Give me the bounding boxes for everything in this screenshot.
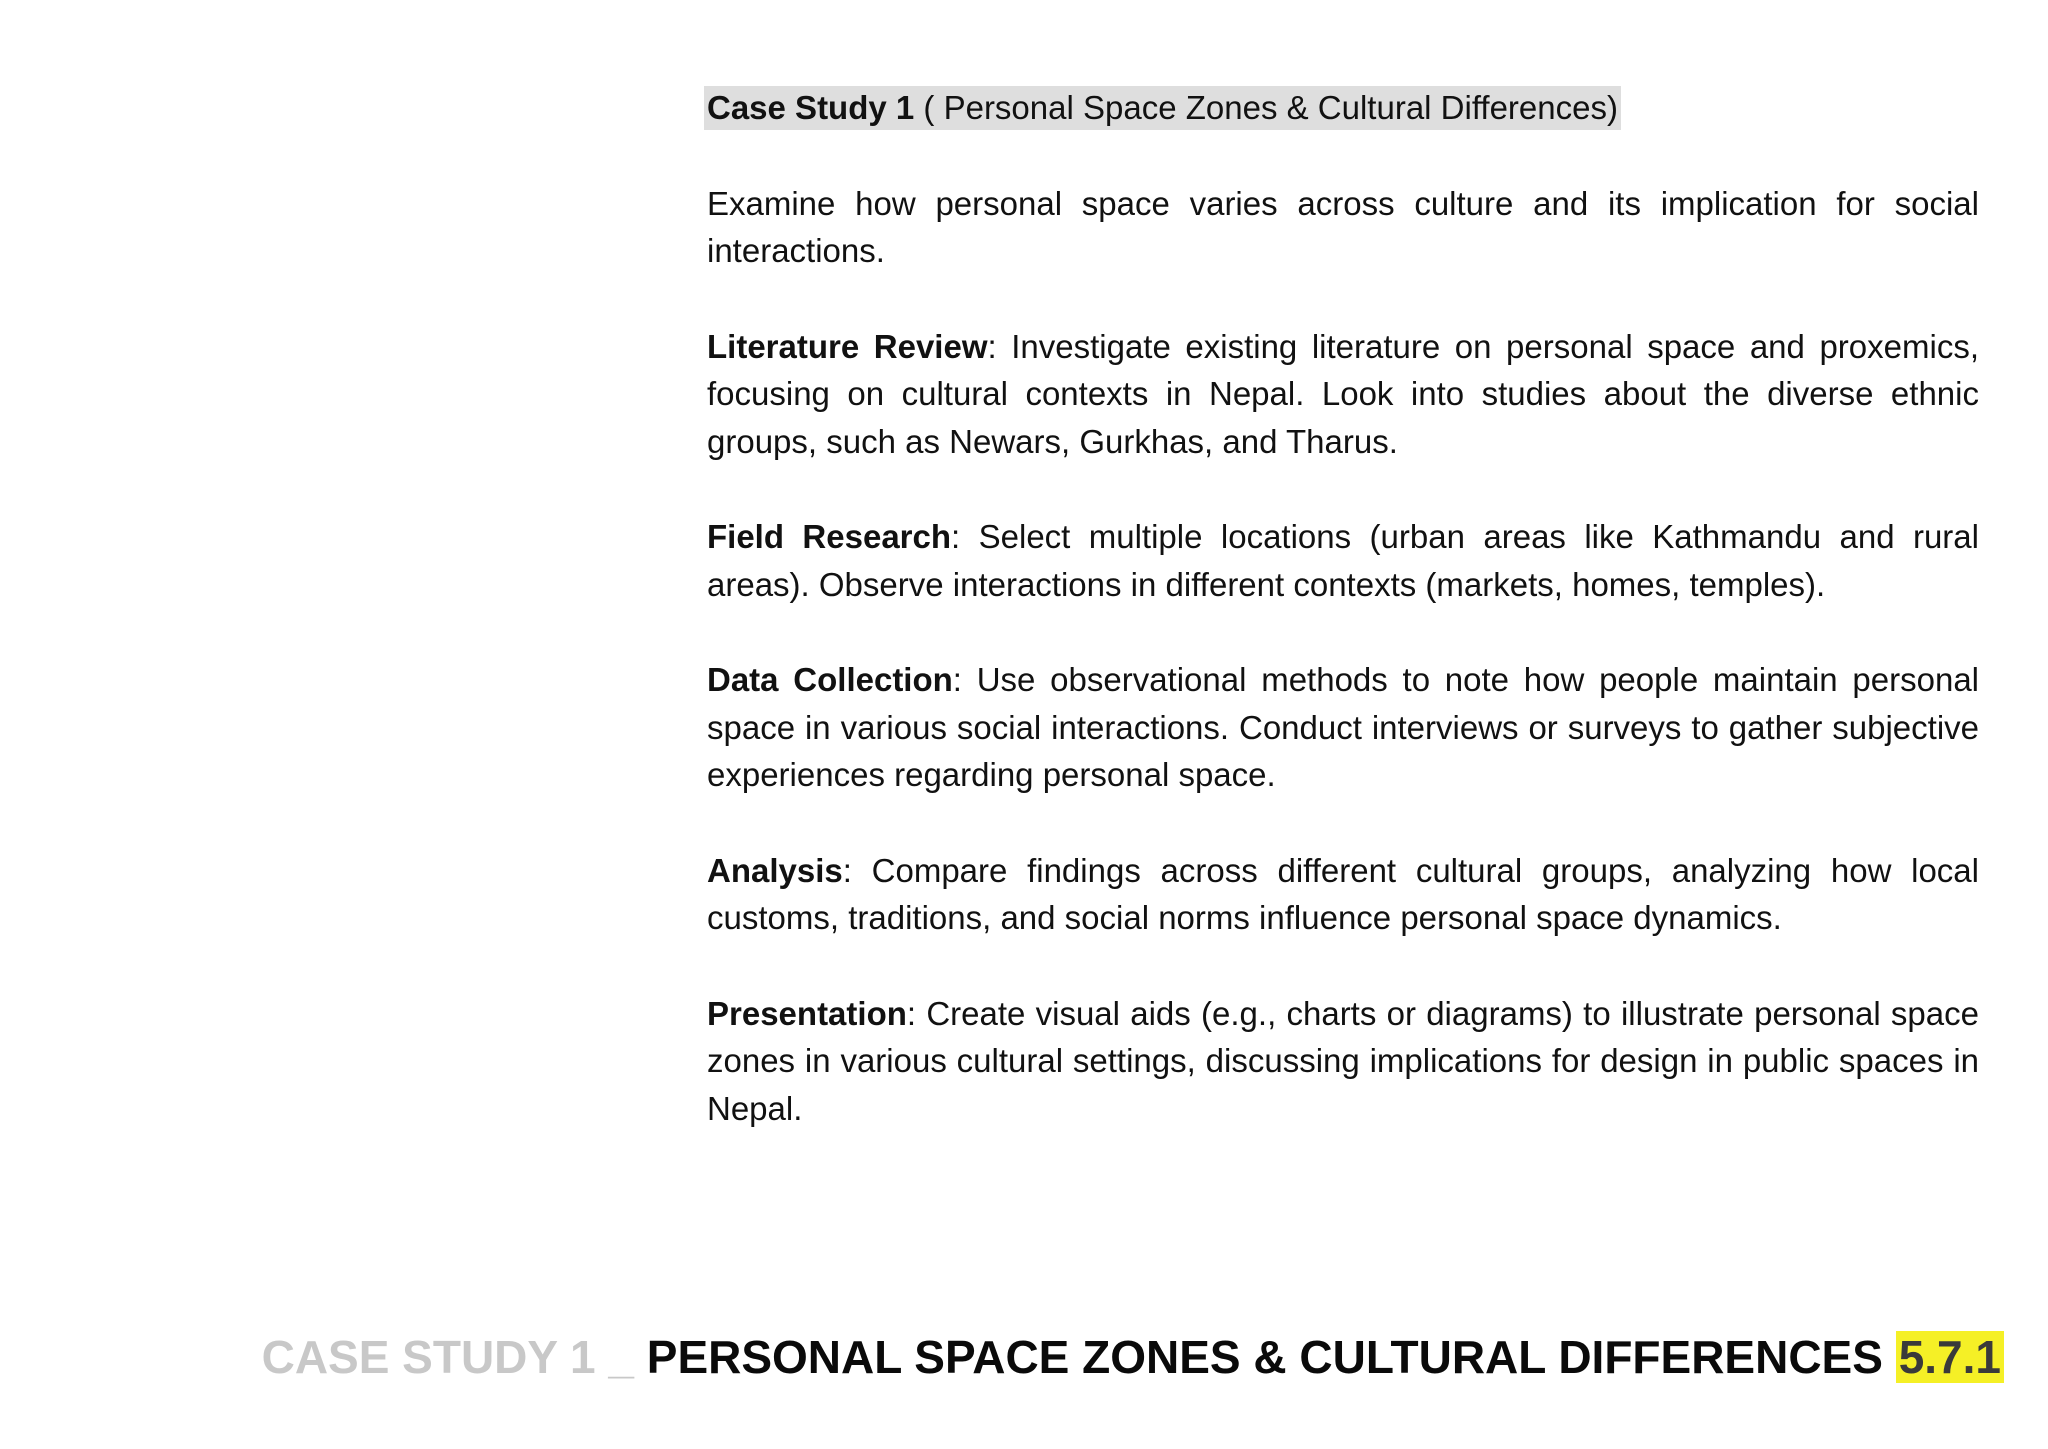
section-presentation [707,990,1979,1133]
section-text: : Compare findings across different cultural groups, analyzing how local customs, traditions, and social norms influence personal space dynamics. [707,851,1979,936]
section-label: Field Research [707,518,952,555]
section-data-collection [707,656,1979,799]
section-text: : Create visual aids (e.g., charts or diagrams) to illustrate personal space zones in various cultural settings, discussing implications for design in public spaces in Nepal. [707,994,1979,1127]
footer-section-code: 5.7.1 [1896,1331,2004,1383]
section-label: Data Collection [707,661,953,698]
footer-prefix: CASE STUDY 1 _ [261,1331,647,1383]
section-label: Analysis [707,851,843,889]
section-analysis [707,847,1979,942]
heading-rest: ( Personal Space Zones & Cultural Differences) [914,89,1618,126]
section-label: Presentation [707,994,907,1032]
footer-title: PERSONAL SPACE ZONES & CULTURAL DIFFERENCES [646,1331,1883,1383]
page-footer [262,1330,2004,1384]
section-literature-review [707,323,1979,466]
section-text: : Use observational methods to note how people maintain personal space in various social interactions. Conduct interviews or surveys to gather subjective experiences regarding personal space. [707,661,1980,793]
document-body [707,84,1979,1180]
heading-bold: Case Study 1 [707,89,915,126]
heading-highlight [704,86,1621,130]
section-text: : Select multiple locations (urban areas like Kathmandu and rural areas). Observe interactions in different contexts (markets, homes, temples). [707,518,1979,603]
case-study-heading [707,84,1979,132]
section-text: : Investigate existing literature on personal space and proxemics, focusing on cultural contexts in Nepal. Look into studies about the diverse ethnic groups, such as Newars, Gurkhas, and Tharus. [707,327,1979,460]
section-label: Literature Review [707,327,988,365]
intro-paragraph: Examine how personal space varies across culture and its implication for social interactions. [707,184,1979,269]
section-field-research [707,513,1979,608]
